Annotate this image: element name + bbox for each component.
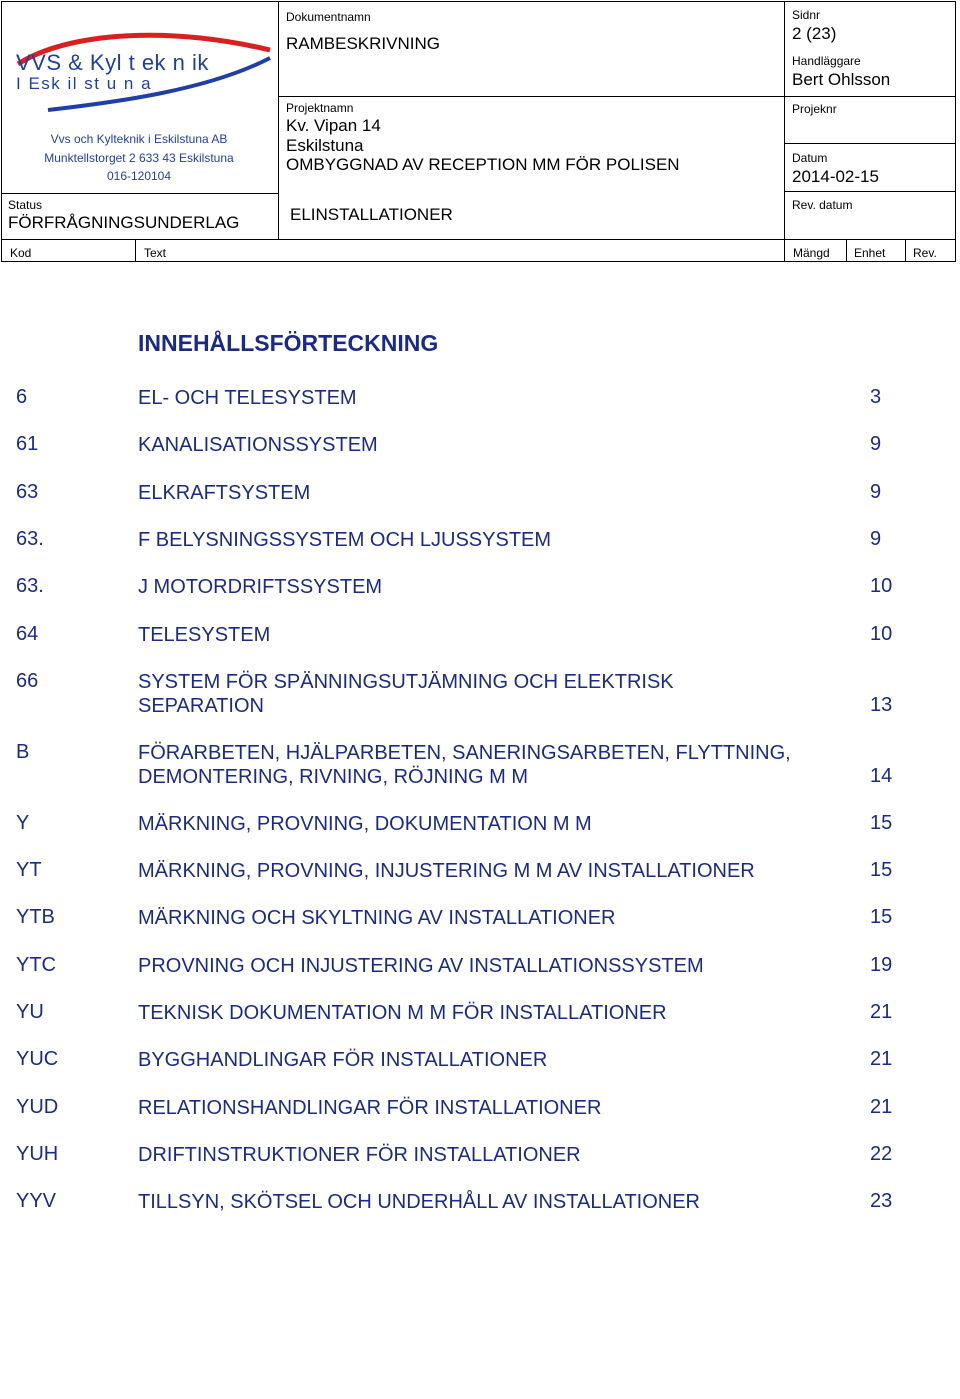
- toc-entry-page: 21: [870, 1001, 893, 1023]
- toc-entry-title: [138, 433, 838, 457]
- project-name-line3: OMBYGGNAD AV RECEPTION MM FÖR POLISEN: [286, 155, 680, 174]
- toc-entry-title-line: MÄRKNING, PROVNING, INJUSTERING M M AV INSTALLATIONER: [138, 860, 755, 883]
- rev-date-label: Rev. datum: [792, 198, 853, 212]
- toc-entry-page: 22: [870, 1142, 893, 1165]
- toc-entry-page: 15: [870, 906, 893, 929]
- toc-entry-title: [138, 741, 838, 789]
- logo-subtitle: I Esk il st u n a: [16, 74, 153, 93]
- toc-entry-page: 9: [870, 480, 882, 503]
- toc-entry-code: YUD: [16, 1095, 59, 1118]
- toc-entry-title-line: F BELYSNINGSSYSTEM OCH LJUSSYSTEM: [138, 528, 552, 551]
- toc-entry-title-line: DRIFTINSTRUKTIONER FÖR INSTALLATIONER: [138, 1143, 581, 1166]
- toc-entry-title-line: KANALISATIONSSYSTEM: [138, 434, 378, 457]
- toc-entry-title: [138, 1048, 838, 1072]
- toc-entry-title: [138, 386, 838, 410]
- toc-entry-code: YTB: [16, 906, 55, 929]
- toc-entry-code: 6: [16, 386, 28, 408]
- toc-entry-title: [138, 954, 838, 978]
- toc-entry-code: YUH: [16, 1142, 59, 1165]
- toc-entry-title: [138, 859, 838, 883]
- toc-entry-code: 63: [16, 480, 39, 503]
- toc-entry-title-line: J MOTORDRIFTSSYSTEM: [138, 576, 383, 599]
- toc-entry-title-line: RELATIONSHANDLINGAR FÖR INSTALLATIONER: [138, 1096, 602, 1119]
- toc-entry-page: 23: [870, 1190, 893, 1213]
- toc-entry-page: 10: [870, 622, 893, 645]
- project-name-line2: Eskilstuna: [286, 136, 364, 155]
- toc-entry-title-line: TEKNISK DOKUMENTATION M M FÖR INSTALLATIONER: [138, 1002, 667, 1024]
- toc-entry-title: [138, 1096, 838, 1120]
- status-label: Status: [8, 198, 43, 212]
- toc-entry-title: [138, 1001, 838, 1025]
- toc-entry-title-line: ELKRAFTSYSTEM: [138, 481, 311, 504]
- column-text: Text: [144, 246, 167, 260]
- toc-entry-code: 63.: [16, 527, 44, 550]
- project-name-line1: Kv. Vipan 14: [286, 116, 381, 135]
- page-number-label: Sidnr: [792, 8, 821, 22]
- company-name: Vvs och Kylteknik i Eskilstuna AB: [50, 132, 228, 146]
- toc-entry-title-line: SYSTEM FÖR SPÄNNINGSUTJÄMNING OCH ELEKTRISK: [138, 670, 674, 693]
- column-kod: Kod: [10, 246, 32, 260]
- discipline: ELINSTALLATIONER: [290, 205, 453, 224]
- toc-entry-title: [138, 1190, 838, 1214]
- toc-entry-title-line: TELESYSTEM: [138, 623, 271, 646]
- toc-entry-page: 9: [870, 527, 882, 550]
- toc-entry-page: 19: [870, 953, 893, 976]
- toc-entry-title-line: DEMONTERING, RIVNING, RÖJNING M M: [138, 765, 528, 788]
- logo-title: VVS & Kyl t ek n ik: [16, 50, 209, 75]
- toc-entry-title-line: SEPARATION: [138, 694, 264, 717]
- toc-entry-title: [138, 528, 838, 552]
- toc-entry-code: YUC: [16, 1048, 59, 1071]
- document-name-label: Dokumentnamn: [286, 10, 371, 24]
- toc-entry-page: 21: [870, 1095, 893, 1118]
- toc-entry-title-line: EL- OCH TELESYSTEM: [138, 387, 357, 409]
- toc-entry-title-line: TILLSYN, SKÖTSEL OCH UNDERHÅLL AV INSTALLATIONER: [138, 1191, 701, 1214]
- toc-entry-code: 66: [16, 669, 39, 692]
- toc-entry-title-line: BYGGHANDLINGAR FÖR INSTALLATIONER: [138, 1049, 548, 1072]
- toc-entry-page: 21: [870, 1048, 893, 1071]
- project-number-label: Projeknr: [792, 102, 837, 116]
- toc-entry-code: B: [16, 740, 30, 763]
- page-number-value: 2 (23): [792, 24, 837, 43]
- toc-entry-page: 10: [870, 575, 893, 598]
- toc-entry-code: 64: [16, 622, 39, 645]
- toc-entry-page: 15: [870, 811, 893, 834]
- handler-label: Handläggare: [792, 54, 861, 68]
- toc-entry-page: 3: [870, 386, 882, 408]
- toc-entry-title-line: FÖRARBETEN, HJÄLPARBETEN, SANERINGSARBETEN, FLYTTNING,: [138, 741, 791, 764]
- handler-value: Bert Ohlsson: [792, 70, 891, 89]
- date-label: Datum: [792, 151, 828, 165]
- date-value: 2014-02-15: [792, 167, 879, 186]
- document-name-value: RAMBESKRIVNING: [286, 34, 440, 53]
- toc-entry-title-line: MÄRKNING OCH SKYLTNING AV INSTALLATIONER: [138, 907, 616, 930]
- toc-entry-page: 13: [870, 693, 893, 716]
- toc-entry-title-line: MÄRKNING, PROVNING, DOKUMENTATION M M: [138, 812, 592, 835]
- toc-entry-code: YU: [16, 1001, 44, 1023]
- project-name-label: Projektnamn: [286, 101, 354, 115]
- column-rev: Rev.: [913, 246, 937, 260]
- toc-entry-title: [138, 812, 838, 836]
- toc-entry-title: [138, 623, 838, 647]
- toc-entry-code: YTC: [16, 953, 56, 976]
- column-enhet: Enhet: [854, 246, 886, 260]
- column-mangd: Mängd: [793, 246, 830, 260]
- toc-entry-page: 15: [870, 859, 893, 882]
- toc-entry-title-line: PROVNING OCH INJUSTERING AV INSTALLATIONSSYSTEM: [138, 954, 704, 977]
- company-phone: 016-120104: [106, 169, 172, 183]
- toc-entry-page: 14: [870, 764, 893, 787]
- toc-entry-page: 9: [870, 433, 882, 456]
- toc-entry-code: YYV: [16, 1190, 57, 1213]
- company-address: Munktellstorget 2 633 43 Eskilstuna: [44, 151, 234, 165]
- toc-entry-title: [138, 575, 838, 599]
- toc-entry-code: 61: [16, 433, 39, 456]
- toc-entry-title: [138, 670, 838, 718]
- status-value: FÖRFRÅGNINGSUNDERLAG: [8, 213, 240, 232]
- toc-entry-title: [138, 1143, 838, 1167]
- toc-entry-title: [138, 906, 838, 930]
- toc-entry-title: [138, 481, 838, 505]
- toc-entry-code: Y: [16, 811, 30, 834]
- toc-entry-code: 63.: [16, 575, 44, 598]
- toc-heading: INNEHÅLLSFÖRTECKNING: [138, 330, 439, 356]
- toc-entry-code: YT: [16, 859, 42, 882]
